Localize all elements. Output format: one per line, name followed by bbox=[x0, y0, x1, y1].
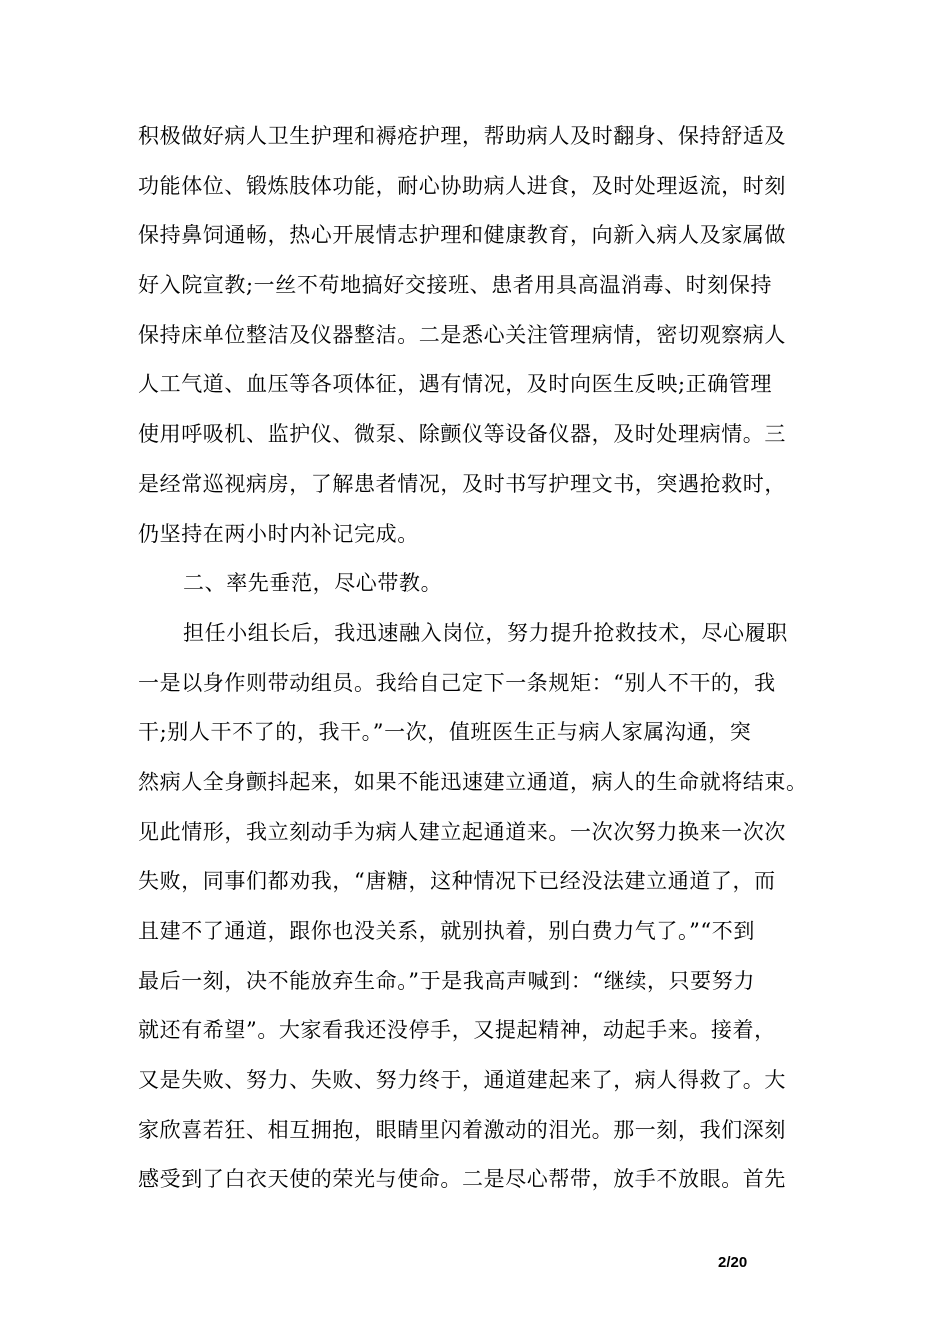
text-line: 感受到了白衣天使的荣光与使命。二是尽心帮带，放手不放眼。首先 bbox=[138, 1167, 786, 1192]
text-line: 就还有希望”。大家看我还没停手，又提起精神，动起手来。接着， bbox=[138, 1018, 776, 1043]
text-line: 功能体位、锻炼肢体功能，耐心协助病人进食，及时处理返流，时刻 bbox=[138, 173, 786, 198]
text-line: 积极做好病人卫生护理和褥疮护理，帮助病人及时翻身、保持舒适及 bbox=[138, 124, 786, 148]
section-heading: 二、率先垂范，尽心带教。 bbox=[183, 571, 443, 596]
text-line: 仍坚持在两小时内补记完成。 bbox=[138, 521, 419, 546]
text-line: 人工气道、血压等各项体征，遇有情况，及时向医生反映;正确管理 bbox=[138, 372, 773, 397]
text-line: 使用呼吸机、监护仪、微泵、除颤仪等设备仪器，及时处理病情。三 bbox=[138, 422, 786, 447]
text-line: 是经常巡视病房，了解患者情况，及时书写护理文书，突遇抢救时， bbox=[138, 471, 786, 496]
paragraph-first-line: 担任小组长后，我迅速融入岗位，努力提升抢救技术，尽心履职 bbox=[183, 620, 788, 645]
text-line: 见此情形，我立刻动手为病人建立起通道来。一次次努力换来一次次 bbox=[138, 819, 786, 844]
text-line: 又是失败、努力、失败、努力终于，通道建起来了，病人得救了。大 bbox=[138, 1068, 786, 1093]
text-line: 保持鼻饲通畅，热心开展情志护理和健康教育，向新入病人及家属做 bbox=[138, 223, 786, 248]
text-line: 家欣喜若狂、相互拥抱，眼睛里闪着激动的泪光。那一刻，我们深刻 bbox=[138, 1117, 786, 1142]
text-line: 然病人全身颤抖起来，如果不能迅速建立通道，病人的生命就将结束。 bbox=[138, 769, 808, 794]
text-line: 保持床单位整洁及仪器整洁。二是悉心关注管理病情，密切观察病人 bbox=[138, 322, 786, 347]
page-number: 2/20 bbox=[718, 1254, 748, 1271]
body-text bbox=[138, 112, 838, 1205]
text-line: 且建不了通道，跟你也没关系，就别执着，别白费力气了。”“不到 bbox=[138, 919, 755, 943]
text-line: 失败，同事们都劝我，“唐糖，这种情况下已经没法建立通道了，而 bbox=[138, 869, 776, 894]
text-line: 干;别人干不了的，我干。”一次，值班医生正与病人家属沟通，突 bbox=[138, 720, 752, 745]
text-line: 好入院宣教;一丝不苟地搞好交接班、患者用具高温消毒、时刻保持 bbox=[138, 273, 773, 298]
text-line: 最后一刻，决不能放弃生命。”于是我高声喊到：“继续，只要努力 bbox=[138, 968, 755, 993]
text-line: 一是以身作则带动组员。我给自己定下一条规矩：“别人不干的，我 bbox=[138, 670, 776, 695]
